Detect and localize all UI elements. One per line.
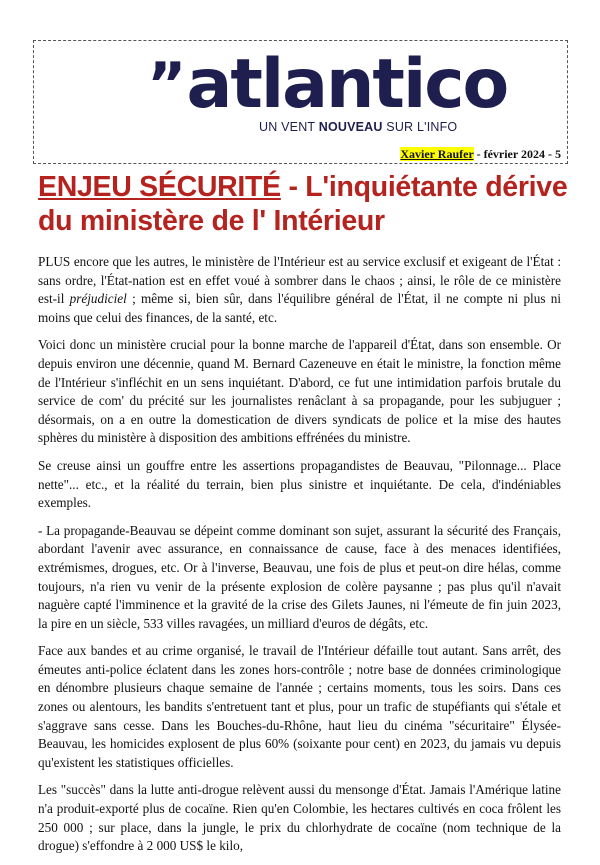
paragraph-1-b: ; même si, bien sûr, dans l'équilibre général de l'État, il ne compte ni plus ni moins que celui des finances, de la santé, etc. bbox=[38, 291, 561, 325]
byline bbox=[400, 147, 561, 162]
tagline-post: SUR L'INFO bbox=[382, 120, 458, 134]
tagline-bold: NOUVEAU bbox=[318, 120, 383, 134]
author-name: Xavier Raufer bbox=[400, 147, 474, 161]
paragraph-4: - La propagande-Beauvau se dépeint comme dominant son sujet, assurant la sécurité des Français, abordant l'avenir avec assurance, en connaissance de cause, face à des menaces identifiées, extrémismes, drogues, etc. Or à l'inverse, Beauvau, une fois de plus et peut-on dire hélas, comme toujours, n'a rien vu venir de la présente explosion de colère paysanne ; pas plus qu'il n'avait naguère capté l'imminence et la gravité de la crise des Gilets Jaunes, ni l'émeute de fin juin 2023, la pire en un siècle, 533 villes ravagées, un milliard d'euros de dégâts, etc. bbox=[38, 522, 561, 631]
paragraph-3: Se creuse ainsi un gouffre entre les assertions propagandistes de Beauvau, "Pilonnage... Place nette"... etc., et la réalité du terrain, bien plus sinistre et inquiétante. De cela, d'indéniables exemples. bbox=[38, 457, 561, 511]
headline-title: - L'inquiétante dérive du ministère de l' Intérieur bbox=[38, 171, 568, 237]
masthead bbox=[33, 40, 568, 164]
paragraph-2: Voici donc un ministère crucial pour la bonne marche de l'appareil d'État, dans son ensemble. Or depuis environ une décennie, quand M. Bernard Cazeneuve en était le ministre, la fonction même de l'Intérieur s'infléchit en un sens inquiétant. D'abord, ce fut une intimidation parfois brutale du service de com' du précité sur les journalistes renâclant à sa propagande, pour les subjuguer ; désormais, on a en outre la domestication de divers syndicats de police et la mise des hautes sphères du ministère à disposition des ambitions effrénées du ministre. bbox=[38, 337, 561, 446]
headline-kicker: ENJEU SÉCURITÉ bbox=[38, 171, 281, 203]
atlantico-logo bbox=[147, 47, 507, 123]
tagline bbox=[259, 120, 457, 134]
logo-quote-mark: ” bbox=[147, 50, 185, 120]
article-headline bbox=[38, 170, 568, 238]
paragraph-6: Les "succès" dans la lutte anti-drogue relèvent aussi du mensonge d'État. Jamais l'Amérique latine n'a produit-exporté plus de cocaïne. Rien qu'en Colombie, les hectares cultivés en coca frôlent les 250 000 ; sur place, dans la jungle, le prix du chlorhydrate de cocaïne (nom technique de la drogue) s'effondre à 2 000 US$ le kilo, bbox=[38, 782, 561, 854]
paragraph-1-a: PLUS encore que les autres, le ministère de l'Intérieur est au service exclusif et exigeant de l'État : sans ordre, l'État-nation est en effet voué à sombrer dans le chaos ; ainsi, le rôle de ce ministère est-il bbox=[38, 254, 561, 307]
byline-date: - février 2024 - 5 bbox=[473, 147, 561, 161]
tagline-pre: UN VENT bbox=[259, 120, 319, 134]
paragraph-1 bbox=[38, 253, 561, 327]
logo-text: atlantico bbox=[186, 45, 508, 124]
paragraph-1-emphasis: préjudiciel bbox=[69, 291, 127, 307]
paragraph-5: Face aux bandes et au crime organisé, le travail de l'Intérieur défaille tout autant. Sans arrêt, des émeutes anti-police éclatent dans les zones hors-contrôle ; notre base de données criminologique en dénombre plusieurs chaque semaine de l'année ; certains moments, tous les soirs. Dans ces zones ou alentours, les bandits s'entretuent tant et plus, pour un trafic de stupéfiants qui s'étale et s'aggrave sans cesse. Dans les Bouches-du-Rhône, haut lieu du cinéma "sécuritaire" Élysée-Beauvau, les homicides explosent de plus 60% (soixante pour cent) en 2023, du jamais vu depuis qu'existent les statistiques officielles. bbox=[38, 643, 561, 770]
article-body bbox=[38, 253, 561, 865]
